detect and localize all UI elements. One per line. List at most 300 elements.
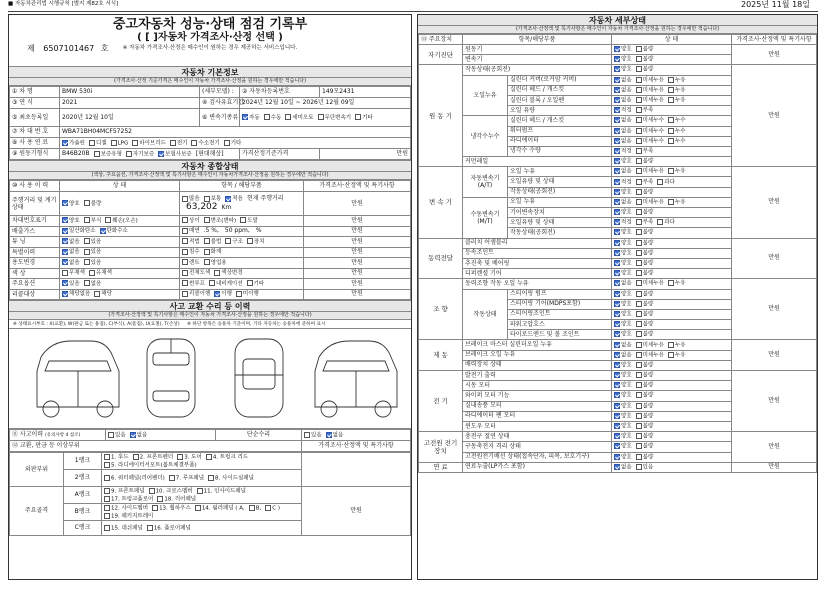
overall-row-label: 차대번호표기 bbox=[10, 216, 60, 227]
base-price-label: 가격산정기준가격 bbox=[240, 149, 320, 160]
form-reference: ■ 자동차관리법 시행규칙 [별지 제82호 서식] bbox=[8, 1, 119, 7]
status-option[interactable] bbox=[636, 219, 654, 226]
option-label: 불량 bbox=[642, 189, 654, 196]
status-option[interactable] bbox=[182, 217, 200, 225]
status-option[interactable] bbox=[668, 97, 686, 104]
status-option[interactable] bbox=[614, 219, 632, 226]
status-option[interactable] bbox=[636, 189, 654, 196]
status-option[interactable] bbox=[208, 475, 254, 483]
status-option[interactable] bbox=[177, 454, 202, 462]
checkbox-icon bbox=[636, 270, 642, 276]
option-label: 1. 후드 bbox=[111, 454, 129, 460]
status-option[interactable] bbox=[636, 168, 664, 175]
option-label: 탄화수소 bbox=[106, 228, 128, 235]
status-option[interactable] bbox=[614, 403, 632, 410]
status-option[interactable] bbox=[614, 138, 632, 145]
detail-item-label: 충전구 절연 상태 bbox=[463, 432, 612, 442]
status-option[interactable] bbox=[614, 209, 632, 216]
checkbox-checked-icon bbox=[214, 291, 220, 297]
status-option[interactable] bbox=[636, 199, 664, 206]
simple-opt-no[interactable] bbox=[326, 432, 344, 439]
status-option[interactable] bbox=[614, 270, 632, 277]
detail-item-label: 스티어링 기어(MDPS포함) bbox=[508, 299, 612, 309]
overall-row-parts bbox=[180, 226, 304, 237]
option-label: 양호 bbox=[621, 392, 632, 399]
checkbox-checked-icon bbox=[614, 219, 620, 225]
status-option[interactable] bbox=[636, 352, 664, 359]
detail-item-label: 등속조인트 bbox=[463, 248, 612, 258]
status-option[interactable] bbox=[636, 117, 664, 124]
status-option[interactable] bbox=[614, 87, 632, 94]
status-option[interactable] bbox=[84, 280, 102, 288]
status-option[interactable] bbox=[100, 227, 128, 235]
status-option[interactable] bbox=[614, 66, 632, 73]
detail-item-state bbox=[612, 391, 732, 401]
checkbox-icon bbox=[182, 291, 188, 297]
exchange-price-header: 가격조사·산정액 및 특기사항 bbox=[302, 441, 411, 452]
overall-row-label: 특별이력 bbox=[10, 247, 60, 258]
checkbox-icon bbox=[209, 280, 215, 286]
status-option[interactable] bbox=[614, 443, 632, 450]
status-option[interactable] bbox=[62, 238, 80, 246]
status-option[interactable] bbox=[668, 342, 686, 349]
status-option[interactable] bbox=[214, 290, 232, 298]
accident-subtitle: (가격조사·산정액 및 특기사항은 매수인이 자동차 가격조사·산정을 원하는 경우에만 적습니다) bbox=[9, 312, 411, 320]
simple-repair-options bbox=[302, 430, 411, 441]
status-option[interactable] bbox=[614, 46, 632, 53]
status-option[interactable] bbox=[614, 423, 632, 430]
status-option[interactable] bbox=[636, 66, 654, 73]
status-option[interactable] bbox=[657, 219, 675, 226]
status-option[interactable] bbox=[614, 342, 632, 349]
status-option[interactable] bbox=[614, 454, 632, 461]
option-label: 7. 루프패널 bbox=[175, 475, 205, 481]
status-option[interactable] bbox=[169, 475, 204, 483]
inspection-valid-value: 2024년 12월 10일 ~ 2026년 12월 09일 bbox=[240, 98, 411, 109]
status-option[interactable] bbox=[265, 505, 280, 513]
status-option[interactable] bbox=[62, 290, 90, 298]
option-label: 부족 bbox=[642, 148, 654, 155]
status-option[interactable] bbox=[636, 209, 654, 216]
checkbox-checked-icon bbox=[614, 250, 620, 256]
overall-row-parts bbox=[180, 247, 304, 258]
status-option[interactable] bbox=[247, 280, 265, 288]
status-option[interactable] bbox=[614, 311, 632, 318]
status-option[interactable] bbox=[614, 158, 632, 165]
document-number bbox=[27, 45, 108, 53]
detail-group-price: 만원 bbox=[732, 65, 817, 167]
option-label: 이행 bbox=[221, 291, 232, 298]
status-option[interactable] bbox=[132, 140, 166, 147]
status-option[interactable] bbox=[614, 199, 632, 206]
status-option[interactable] bbox=[149, 488, 193, 496]
sub-group-label: 자동변속기 (A/T) bbox=[463, 167, 508, 198]
status-option[interactable] bbox=[636, 229, 654, 236]
status-option[interactable] bbox=[636, 280, 664, 287]
status-option[interactable] bbox=[636, 311, 654, 318]
status-option[interactable] bbox=[636, 77, 664, 84]
status-option[interactable] bbox=[104, 488, 145, 496]
status-option[interactable] bbox=[614, 433, 632, 440]
status-option[interactable] bbox=[668, 280, 686, 287]
status-option[interactable] bbox=[84, 248, 102, 256]
status-option[interactable] bbox=[614, 331, 632, 338]
status-option[interactable] bbox=[152, 505, 191, 513]
option-label: 16. 플로어패널 bbox=[153, 525, 191, 531]
status-option[interactable] bbox=[62, 227, 96, 235]
fuel-label: ⑧ 사 용 연 료 bbox=[10, 138, 60, 149]
option-label: 5. 라디에이터서포트(볼트체결부품) bbox=[111, 462, 197, 468]
detail-item-label: 추진축 및 베어링 bbox=[463, 258, 612, 268]
status-option[interactable] bbox=[84, 200, 102, 208]
status-option[interactable] bbox=[158, 151, 192, 158]
status-option[interactable] bbox=[214, 269, 242, 277]
status-option[interactable] bbox=[614, 301, 632, 308]
status-option[interactable] bbox=[62, 269, 85, 277]
detail-item-label: 타이로드엔드 및 볼 조인트 bbox=[508, 330, 612, 340]
status-option[interactable] bbox=[614, 189, 632, 196]
status-option[interactable] bbox=[614, 56, 632, 63]
status-option[interactable] bbox=[636, 179, 654, 186]
checkbox-icon bbox=[668, 342, 674, 348]
status-option[interactable] bbox=[636, 454, 654, 461]
checkbox-checked-icon bbox=[614, 301, 620, 307]
status-option[interactable] bbox=[104, 454, 129, 462]
status-option[interactable] bbox=[204, 248, 222, 256]
status-option[interactable] bbox=[182, 227, 200, 235]
option-label: 무단변속기 bbox=[324, 114, 352, 121]
overall-row-price: 만원 bbox=[304, 268, 411, 279]
accident-opt-yes[interactable] bbox=[108, 432, 126, 439]
option-label: 불량 bbox=[90, 200, 102, 207]
status-option[interactable] bbox=[636, 97, 664, 104]
status-option[interactable] bbox=[636, 240, 654, 247]
transmission-options bbox=[240, 109, 411, 127]
status-option[interactable] bbox=[636, 128, 664, 135]
status-option[interactable] bbox=[318, 114, 352, 122]
checkbox-icon bbox=[636, 291, 642, 297]
status-option[interactable] bbox=[104, 513, 153, 521]
status-option[interactable] bbox=[614, 382, 632, 389]
status-option[interactable] bbox=[84, 217, 102, 225]
status-option[interactable] bbox=[614, 392, 632, 399]
status-option[interactable] bbox=[636, 260, 654, 267]
status-option[interactable] bbox=[614, 413, 632, 420]
history-note: (유의사항 4 참조) bbox=[45, 432, 81, 438]
option-label: 보증유형 bbox=[100, 151, 122, 157]
status-option[interactable] bbox=[636, 138, 664, 145]
price-header: 가격조사·산정액 및 특기사항 bbox=[304, 181, 411, 192]
checkbox-icon bbox=[204, 259, 210, 265]
status-option[interactable] bbox=[264, 114, 282, 122]
status-option[interactable] bbox=[668, 128, 686, 135]
mileage-value: 63,202 bbox=[186, 202, 218, 212]
checkbox-checked-icon bbox=[614, 413, 620, 419]
checkbox-icon bbox=[84, 238, 90, 244]
status-option[interactable] bbox=[104, 475, 165, 483]
status-option[interactable] bbox=[614, 179, 632, 186]
checkbox-checked-icon bbox=[242, 114, 248, 120]
sub-group-label: 오일누유 bbox=[463, 75, 508, 116]
rank-label: 1랭크 bbox=[64, 453, 102, 470]
status-option[interactable] bbox=[62, 140, 85, 147]
status-option[interactable] bbox=[636, 321, 654, 328]
status-option[interactable] bbox=[614, 240, 632, 247]
status-option[interactable] bbox=[89, 140, 107, 147]
status-option[interactable] bbox=[636, 362, 654, 369]
checkbox-icon bbox=[104, 525, 110, 531]
status-option[interactable] bbox=[668, 199, 686, 206]
status-option[interactable] bbox=[614, 250, 632, 257]
option-label: 상이 bbox=[189, 217, 200, 224]
status-option[interactable] bbox=[206, 454, 248, 462]
status-option[interactable] bbox=[195, 505, 245, 513]
option-label: 양호 bbox=[621, 250, 632, 257]
status-option[interactable] bbox=[614, 107, 632, 114]
status-option[interactable] bbox=[147, 525, 191, 533]
status-option[interactable] bbox=[636, 392, 654, 399]
status-option[interactable] bbox=[636, 331, 654, 338]
option-label: 있음 bbox=[90, 249, 102, 256]
status-option[interactable] bbox=[614, 260, 632, 267]
status-option[interactable] bbox=[104, 525, 143, 533]
detail-item-state bbox=[612, 126, 732, 136]
status-option[interactable] bbox=[668, 87, 686, 94]
checkbox-checked-icon bbox=[62, 228, 68, 234]
status-option[interactable] bbox=[636, 250, 654, 257]
base-price-unit: 만원 bbox=[320, 149, 411, 160]
status-option[interactable] bbox=[84, 238, 102, 246]
status-option[interactable] bbox=[62, 259, 80, 267]
status-option[interactable] bbox=[242, 114, 260, 122]
option-label: 양호 bbox=[621, 423, 632, 430]
detail-item-state bbox=[612, 75, 732, 85]
checkbox-icon bbox=[225, 238, 231, 244]
status-option[interactable] bbox=[249, 505, 262, 513]
status-option[interactable] bbox=[668, 352, 686, 359]
status-option[interactable] bbox=[668, 77, 686, 84]
status-option[interactable] bbox=[636, 464, 654, 471]
status-option[interactable] bbox=[636, 56, 654, 63]
detail-status-subtitle: (가격조사·산정액 및 특기사항은 매수인이 자동차 가격조사·산정을 원하는 경우에만 적습니다) bbox=[418, 26, 817, 34]
status-option[interactable] bbox=[636, 87, 664, 94]
overall-row-label: 용도변경 bbox=[10, 258, 60, 269]
status-option[interactable] bbox=[636, 433, 654, 440]
status-option[interactable] bbox=[170, 140, 188, 147]
basic-info-subtitle: (가격조사·산정 기준가격은 매수인이 자동차 가격조사·산정을 원하는 경우에만 적습니다) bbox=[9, 78, 411, 86]
option-label: 불법 bbox=[210, 238, 222, 245]
status-option[interactable] bbox=[104, 505, 148, 513]
checkbox-icon bbox=[636, 87, 642, 93]
checkbox-checked-icon bbox=[614, 229, 620, 235]
status-option[interactable] bbox=[182, 259, 200, 267]
checkbox-icon bbox=[147, 525, 153, 531]
status-option[interactable] bbox=[614, 229, 632, 236]
checkbox-icon bbox=[84, 280, 90, 286]
status-option[interactable] bbox=[240, 217, 258, 225]
checkbox-icon bbox=[657, 219, 663, 225]
checkbox-checked-icon bbox=[614, 107, 620, 113]
accident-opt-no[interactable] bbox=[130, 432, 148, 439]
checkbox-checked-icon bbox=[614, 117, 620, 123]
option-label: 불량 bbox=[642, 46, 654, 53]
status-option[interactable] bbox=[614, 291, 632, 298]
status-option[interactable] bbox=[204, 217, 237, 225]
status-option[interactable] bbox=[657, 179, 675, 186]
status-option[interactable] bbox=[236, 290, 259, 298]
status-option[interactable] bbox=[668, 168, 686, 175]
option-label: 미세누유 bbox=[642, 87, 664, 94]
detail-item-label: 시동 모터 bbox=[463, 381, 612, 391]
status-option[interactable] bbox=[225, 238, 243, 246]
status-option[interactable] bbox=[614, 352, 632, 359]
status-option[interactable] bbox=[636, 148, 654, 155]
status-option[interactable] bbox=[668, 138, 686, 145]
option-label: 누수 bbox=[674, 117, 686, 124]
status-option[interactable] bbox=[182, 238, 200, 246]
option-label: 없음 bbox=[621, 138, 632, 145]
rank-label: A랭크 bbox=[64, 487, 102, 504]
option-label: 하이브리드 bbox=[139, 140, 166, 146]
checkbox-icon bbox=[636, 372, 642, 378]
checkbox-icon bbox=[170, 140, 176, 146]
status-option[interactable] bbox=[614, 117, 632, 124]
simple-opt-yes[interactable] bbox=[304, 432, 322, 439]
status-option[interactable] bbox=[614, 280, 632, 287]
status-option[interactable] bbox=[636, 403, 654, 410]
basic-info-table bbox=[9, 86, 411, 160]
status-option[interactable] bbox=[285, 114, 313, 122]
status-option[interactable] bbox=[636, 423, 654, 430]
checkbox-icon bbox=[157, 496, 163, 502]
status-option[interactable] bbox=[614, 168, 632, 175]
detail-item-label: 실린더 헤드 / 개스킷 bbox=[508, 116, 612, 126]
detail-group-price: 만원 bbox=[732, 462, 817, 472]
detail-item-state bbox=[612, 55, 732, 65]
detail-item-state bbox=[612, 269, 732, 279]
detail-item-label: 오일유량 및 상태 bbox=[508, 177, 612, 187]
status-option[interactable] bbox=[636, 382, 654, 389]
option-label: 장치 bbox=[253, 238, 265, 245]
status-option[interactable] bbox=[182, 280, 205, 288]
status-option[interactable] bbox=[62, 248, 80, 256]
status-option[interactable] bbox=[182, 248, 200, 256]
status-option[interactable] bbox=[355, 114, 373, 122]
checkbox-icon bbox=[94, 291, 100, 297]
status-option[interactable] bbox=[111, 140, 129, 147]
status-option[interactable] bbox=[204, 238, 222, 246]
status-option[interactable] bbox=[182, 269, 210, 277]
option-label: 수소전기 bbox=[198, 140, 220, 146]
detail-item-state bbox=[612, 279, 732, 289]
item-header: 항목/해당부품 bbox=[463, 35, 612, 45]
status-option[interactable] bbox=[636, 372, 654, 379]
option-label: 보통 bbox=[210, 196, 222, 202]
status-option[interactable] bbox=[204, 259, 227, 267]
option-label: 없음 bbox=[621, 77, 632, 84]
status-option[interactable] bbox=[614, 97, 632, 104]
option-label: 누유 bbox=[674, 280, 686, 287]
option-label: 없음 bbox=[621, 280, 632, 287]
status-option[interactable] bbox=[126, 151, 154, 158]
detail-item-label: 스티어링조인트 bbox=[508, 309, 612, 319]
detail-item-label: 냉각수 수량 bbox=[508, 146, 612, 156]
status-option[interactable] bbox=[84, 259, 102, 267]
status-option[interactable] bbox=[224, 140, 242, 147]
status-option[interactable] bbox=[636, 413, 654, 420]
status-option[interactable] bbox=[104, 496, 153, 504]
option-label: 불량 bbox=[642, 291, 654, 298]
opt-label: 없음 bbox=[136, 432, 148, 438]
status-option[interactable] bbox=[636, 107, 654, 114]
status-option[interactable] bbox=[94, 290, 112, 298]
engine-warranty-cell bbox=[60, 149, 240, 160]
option-label: 양호 bbox=[621, 291, 632, 298]
checkbox-icon bbox=[636, 321, 642, 327]
status-option[interactable] bbox=[614, 464, 632, 471]
status-option[interactable] bbox=[133, 454, 174, 462]
status-option[interactable] bbox=[668, 117, 686, 124]
overall-row-status bbox=[60, 237, 180, 248]
status-option[interactable] bbox=[62, 200, 80, 208]
status-option[interactable] bbox=[89, 269, 112, 277]
option-label: 없음 bbox=[69, 259, 80, 266]
checkbox-icon bbox=[668, 97, 674, 103]
status-option[interactable] bbox=[636, 158, 654, 165]
status-option[interactable] bbox=[225, 195, 243, 203]
status-option[interactable] bbox=[191, 140, 219, 147]
detail-item-state bbox=[612, 85, 732, 95]
status-option[interactable] bbox=[182, 290, 210, 298]
status-option[interactable] bbox=[636, 301, 654, 308]
checkbox-icon bbox=[104, 488, 110, 494]
status-option[interactable] bbox=[104, 462, 197, 470]
status-option[interactable] bbox=[636, 443, 654, 450]
checkbox-checked-icon bbox=[614, 454, 620, 460]
status-option[interactable] bbox=[614, 321, 632, 328]
status-option[interactable] bbox=[636, 46, 654, 53]
option-label: 양호 bbox=[621, 46, 632, 53]
option-label: 적음 bbox=[232, 196, 243, 202]
option-label: 양호 bbox=[621, 454, 632, 461]
status-option[interactable] bbox=[62, 217, 80, 225]
option-label: 적정 bbox=[621, 148, 632, 155]
inspection-valid-label: ④ 검사유효기간 bbox=[200, 98, 240, 109]
status-option[interactable] bbox=[636, 270, 654, 277]
option-label: 불량 bbox=[642, 240, 654, 247]
status-option[interactable] bbox=[105, 217, 138, 225]
checkbox-checked-icon bbox=[614, 362, 620, 368]
status-option[interactable] bbox=[614, 372, 632, 379]
status-option[interactable] bbox=[62, 280, 80, 288]
overall-row-label: 주행거리 및 계기상태 bbox=[10, 192, 60, 216]
status-option[interactable] bbox=[157, 496, 196, 504]
status-option[interactable] bbox=[614, 128, 632, 135]
option-label: 양호 bbox=[621, 382, 632, 389]
status-option[interactable] bbox=[197, 488, 246, 496]
detail-item-state bbox=[612, 208, 732, 218]
checkbox-checked-icon bbox=[225, 196, 231, 202]
status-option[interactable] bbox=[614, 148, 632, 155]
option-label: 불량 bbox=[642, 382, 654, 389]
status-option[interactable] bbox=[636, 342, 664, 349]
status-option[interactable] bbox=[209, 280, 243, 288]
status-option[interactable] bbox=[614, 77, 632, 84]
status-option[interactable] bbox=[94, 151, 122, 158]
status-option[interactable] bbox=[614, 362, 632, 369]
status-option[interactable] bbox=[247, 238, 265, 246]
status-option[interactable] bbox=[636, 291, 654, 298]
